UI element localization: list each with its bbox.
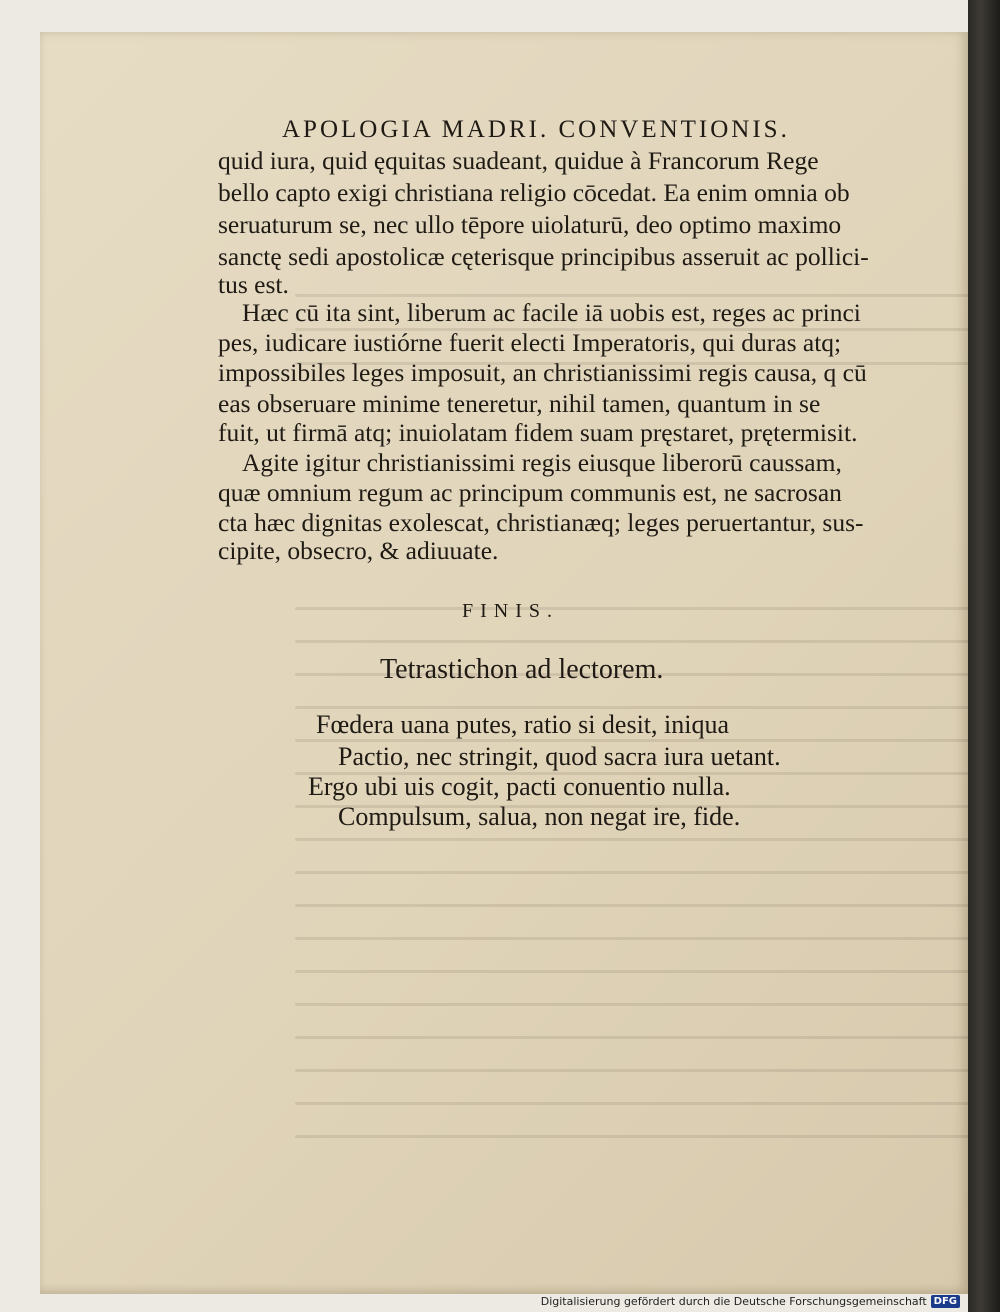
body-line: cta hæc dignitas exolescat, christianæq; leges peruertantur, sus- xyxy=(218,508,864,537)
tetrastichon-title: Tetrastichon ad lectorem. xyxy=(380,654,664,685)
body-line: fuit, ut firmā atq; inuiolatam fidem suam pręstaret, prętermisit. xyxy=(218,418,858,447)
body-line: tus est. xyxy=(218,270,289,299)
credit-text: Digitalisierung gefördert durch die Deutsche Forschungsgemeinschaft xyxy=(540,1295,927,1308)
body-line: pes, iudicare iustiórne fuerit electi Imperatoris, qui duras atq; xyxy=(218,328,842,357)
body-line: bello capto exigi christiana religio cōcedat. Ea enim omnia ob xyxy=(218,178,850,207)
dfg-logo: DFG xyxy=(931,1295,960,1308)
body-line: Agite igitur christianissimi regis eiusque liberorū caussam, xyxy=(242,448,842,477)
body-line: cipite, obsecro, & adiuuate. xyxy=(218,536,499,565)
body-line: quæ omnium regum ac principum communis est, ne sacrosan xyxy=(218,478,842,507)
book-edge xyxy=(968,0,1000,1312)
verse-line: Pactio, nec stringit, quod sacra iura uetant. xyxy=(338,742,781,771)
body-line: Hæc cū ita sint, liberum ac facile iā uobis est, reges ac princi xyxy=(242,298,861,327)
body-line: eas obseruare minime teneretur, nihil tamen, quantum in se xyxy=(218,389,821,418)
body-line: sanctę sedi apostolicæ cęterisque principibus asseruit ac pollici- xyxy=(218,242,869,271)
verse-line: Fœdera uana putes, ratio si desit, iniqua xyxy=(316,710,730,739)
running-header: APOLOGIA MADRI. CONVENTIONIS. xyxy=(282,116,790,143)
body-line: seruaturum se, nec ullo tēpore uiolaturū, deo optimo maximo xyxy=(218,210,842,239)
digitization-credit xyxy=(541,1295,960,1308)
verse-line: Compulsum, salua, non negat ire, fide. xyxy=(338,802,741,831)
verse-line: Ergo ubi uis cogit, pacti conuentio nulla. xyxy=(308,772,731,801)
finis-heading: FINIS. xyxy=(462,600,560,622)
body-line: impossibiles leges imposuit, an christianissimi regis causa, q cū xyxy=(218,358,867,387)
body-line: quid iura, quid ęquitas suadeant, quidue à Francorum Rege xyxy=(218,146,819,175)
